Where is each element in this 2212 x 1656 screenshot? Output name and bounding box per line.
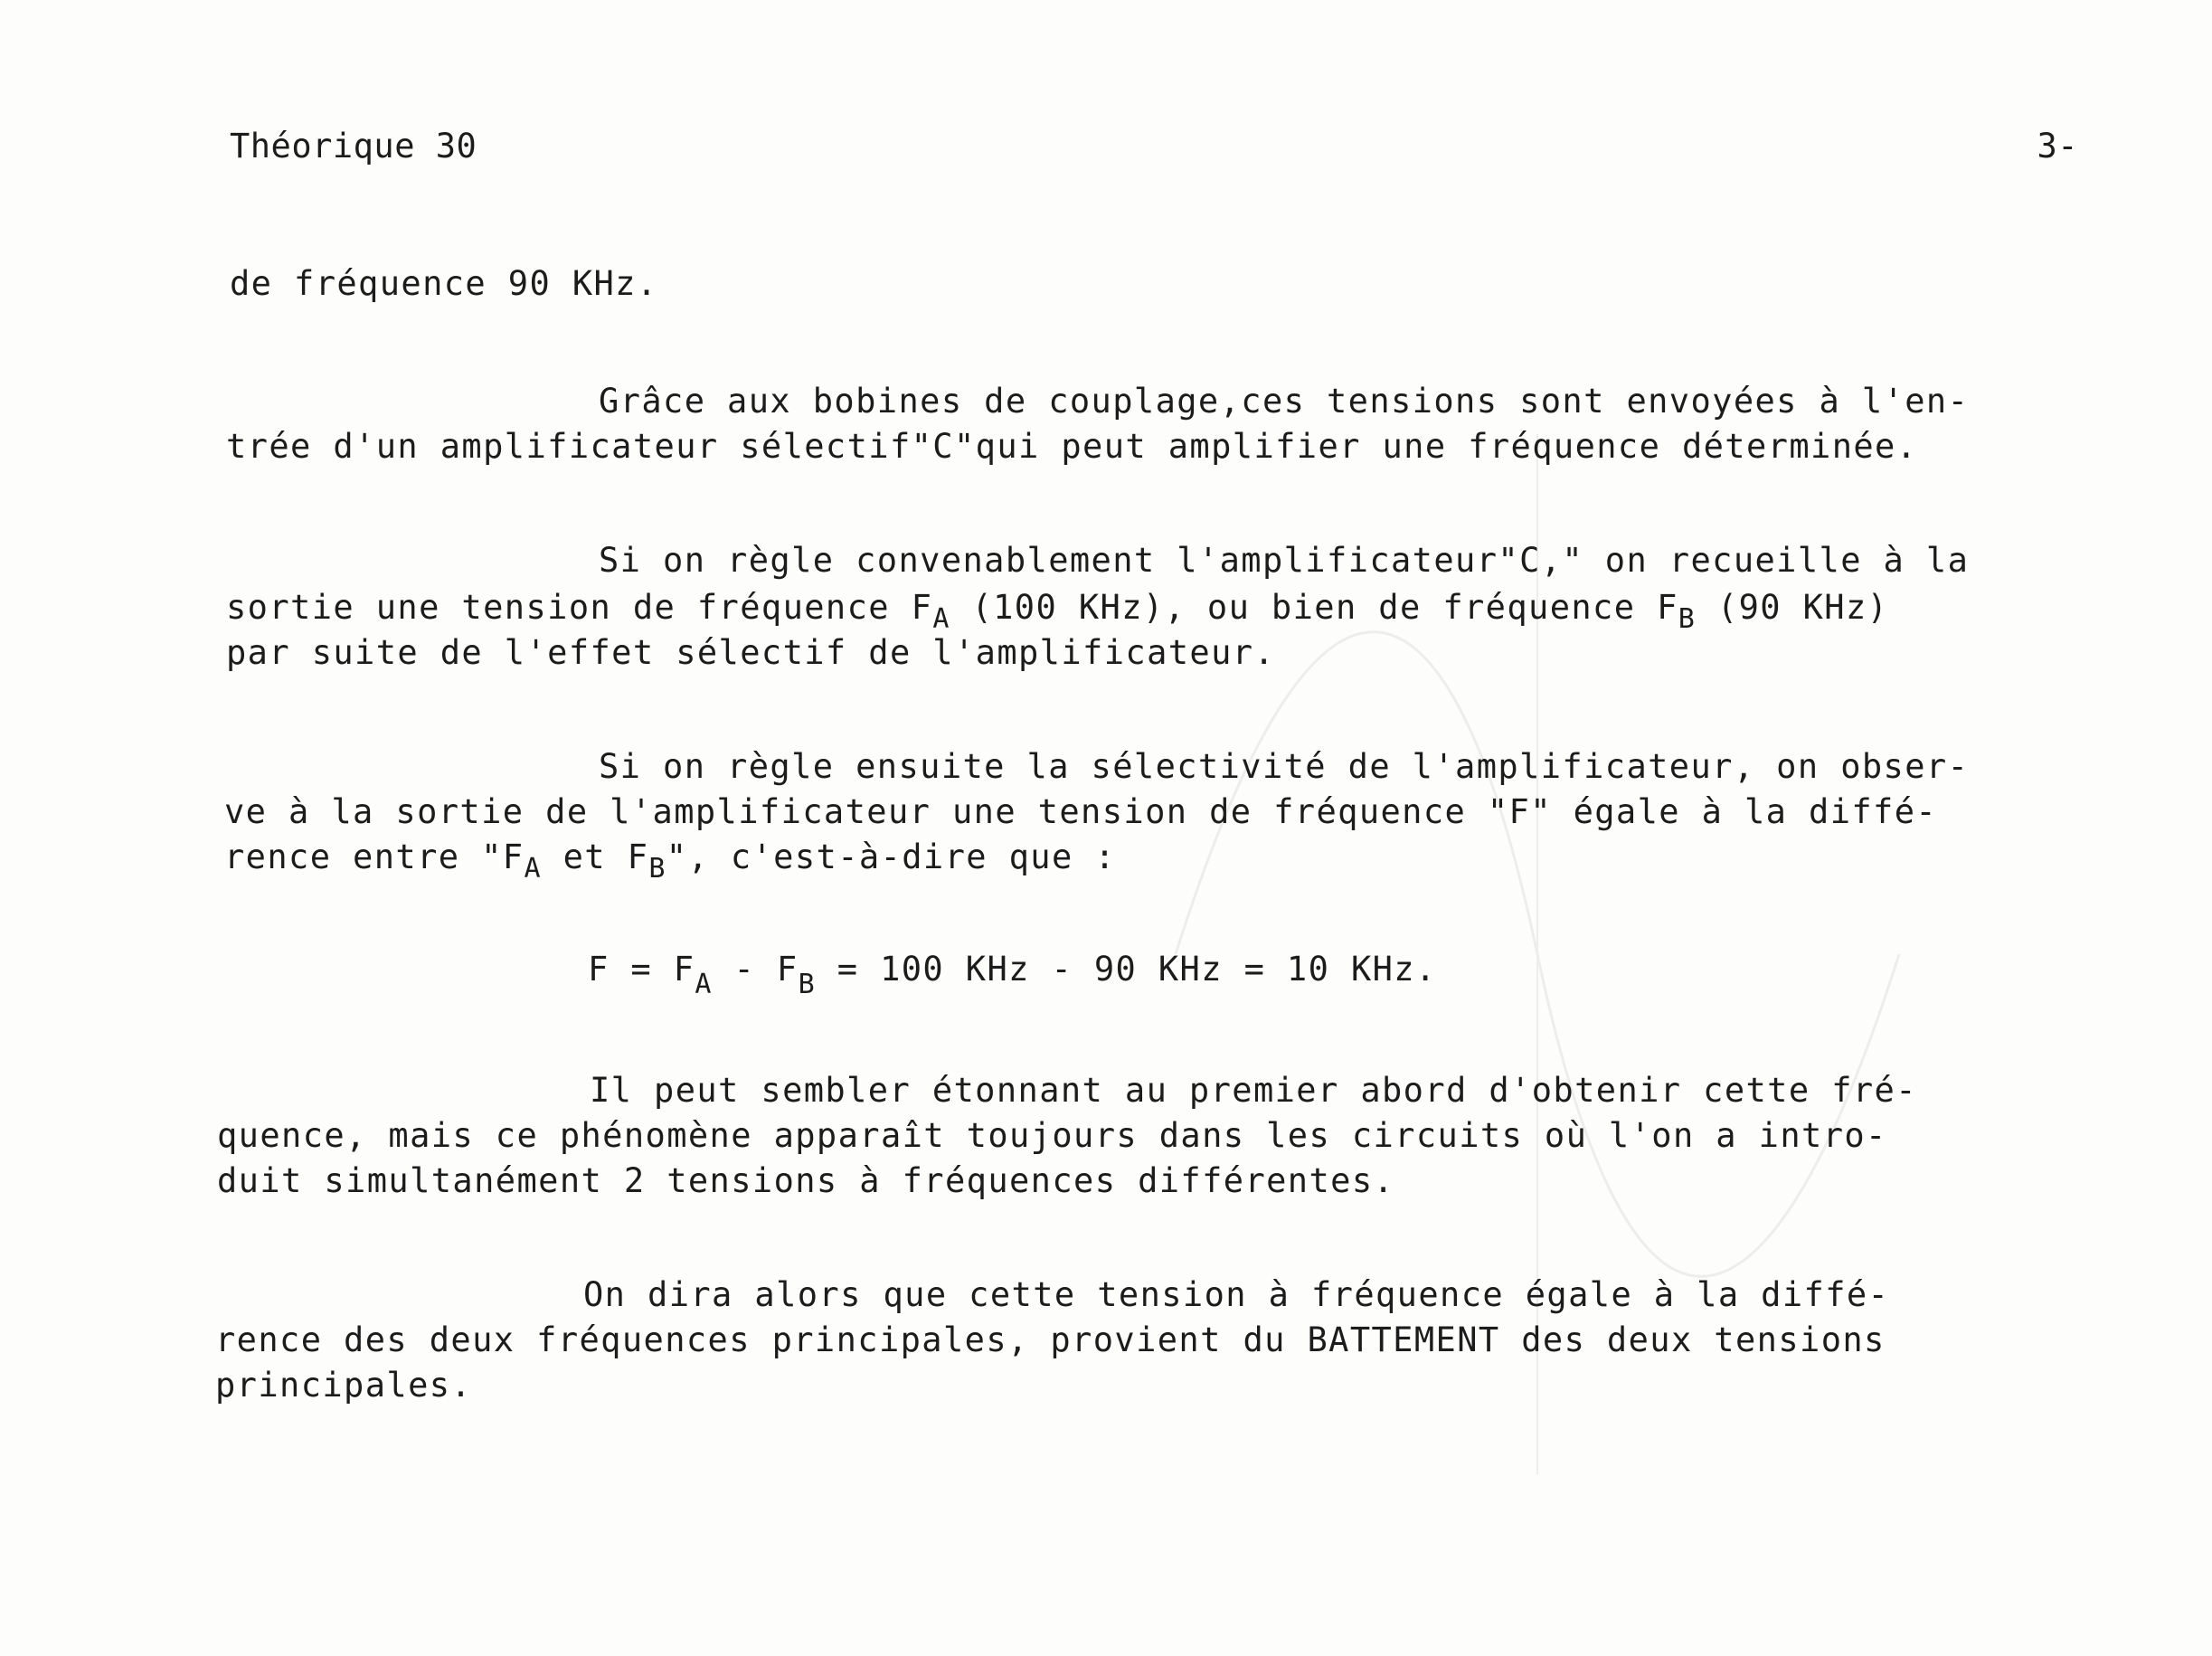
text-line: Il peut sembler étonnant au premier abord d'obtenir cette fré-: [590, 1071, 1917, 1110]
text-line: rence entre "$F_A$ et $F_B$", c'est-à-dire que :: [224, 837, 1116, 885]
text-line: trée d'un amplificateur sélectif"C"qui peut amplifier une fréquence déterminée.: [226, 427, 1918, 466]
text-line: rence des deux fréquences principales, provient du BATTEMENT des deux tensions: [215, 1320, 1886, 1359]
text-line: On dira alors que cette tension à fréquence égale à la diffé-: [583, 1275, 1890, 1314]
text-line: Si on règle convenablement l'amplificateur"C," on recueille à la: [599, 541, 1970, 580]
text-line: par suite de l'effet sélectif de l'amplificateur.: [226, 633, 1276, 672]
text-line: quence, mais ce phénomène apparaît toujours dans les circuits où l'on a intro-: [217, 1116, 1887, 1155]
text-line: ve à la sortie de l'amplificateur une tension de fréquence "F" égale à la diffé-: [224, 792, 1938, 831]
text-line: duit simultanément 2 tensions à fréquences différentes.: [217, 1161, 1395, 1200]
text-line: sortie une tension de fréquence $F_A$ (100 KHz), ou bien de fréquence $F_B$ (90 KHz): [226, 588, 1889, 635]
text-line: de fréquence 90 KHz.: [230, 264, 658, 303]
text-line: principales.: [215, 1366, 473, 1405]
text-line: Si on règle ensuite la sélectivité de l'amplificateur, on obser-: [599, 747, 1970, 786]
page-header: [0, 0, 2212, 181]
document-title: Théorique 30: [230, 127, 477, 166]
text-line: Grâce aux bobines de couplage,ces tensions sont envoyées à l'en-: [599, 382, 1970, 421]
formula: $F = F_A - F_B = 100$ KHz - 90 KHz = 10 KHz.: [588, 950, 1437, 1000]
page-number: 3-: [2037, 127, 2078, 166]
